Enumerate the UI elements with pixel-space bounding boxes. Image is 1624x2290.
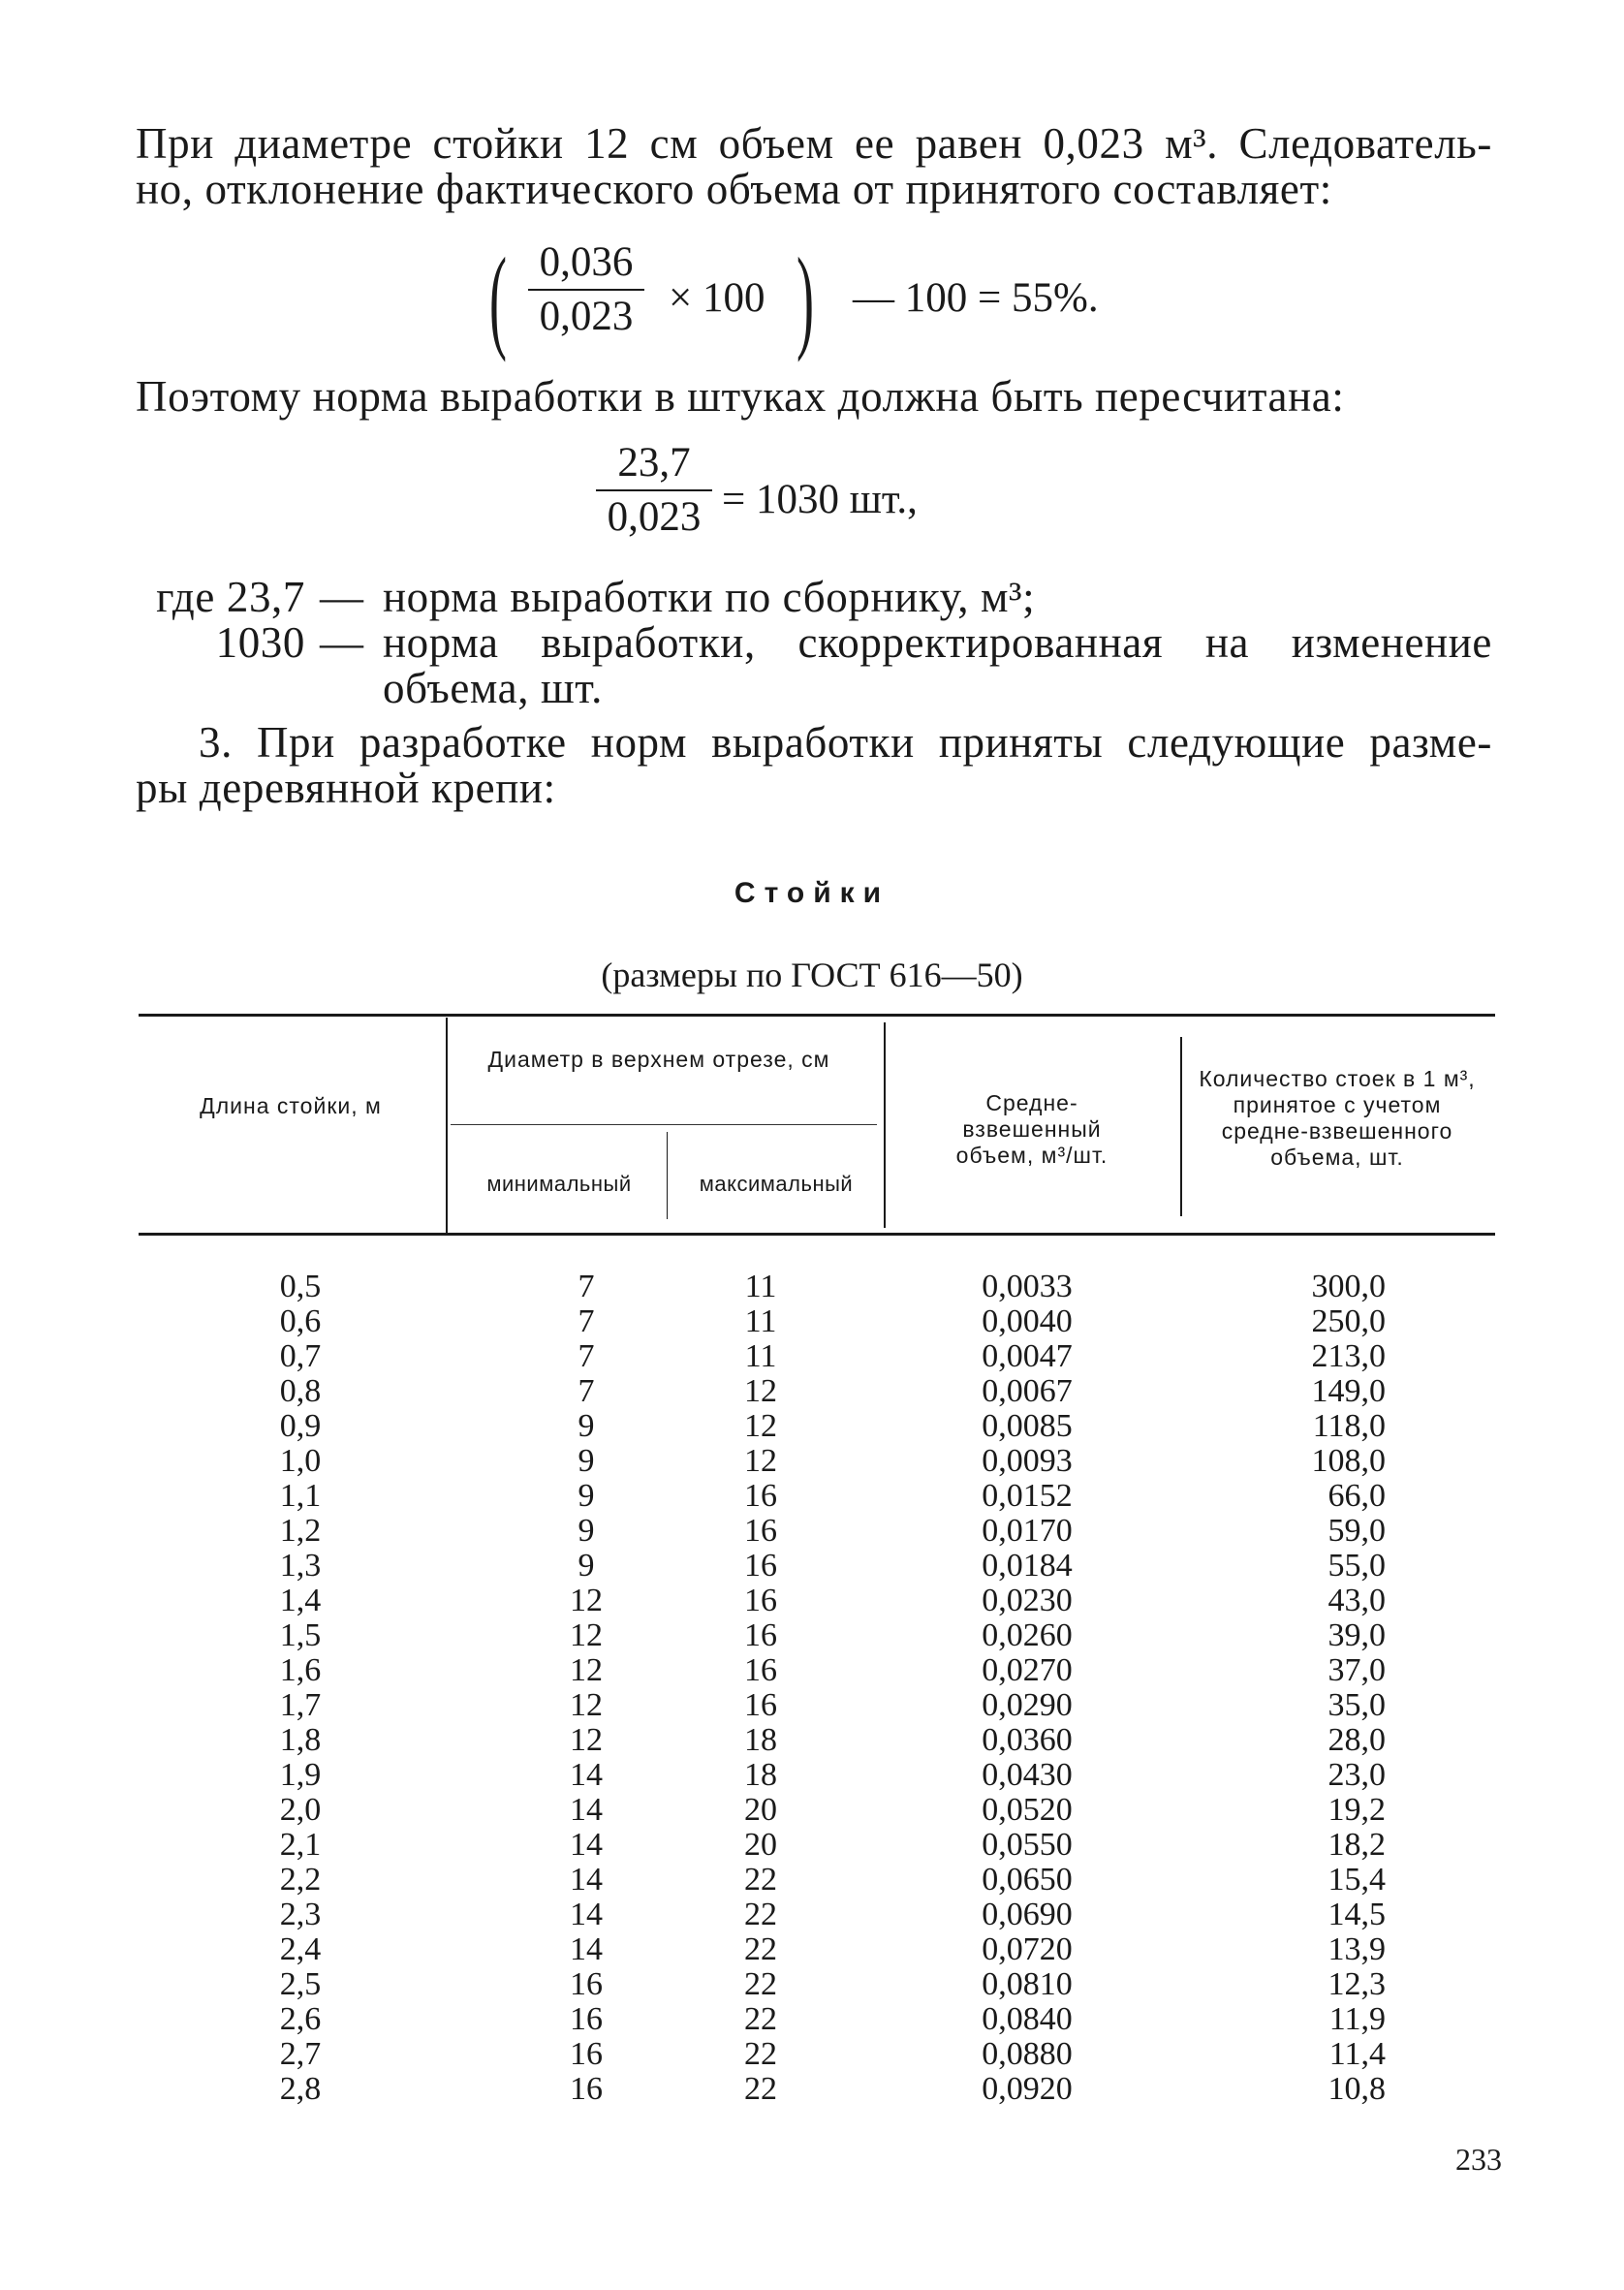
cell-volume: 0,0033 (982, 1269, 1073, 1304)
fraction-1 (528, 240, 644, 339)
cell-min-diameter: 7 (578, 1338, 595, 1374)
cell-count: 55,0 (1327, 1548, 1386, 1584)
cell-max-diameter: 22 (744, 1897, 777, 1932)
where-text: объема, шт. (383, 664, 603, 712)
cell-count: 118,0 (1312, 1408, 1386, 1444)
cell-max-diameter: 12 (744, 1408, 777, 1444)
cell-max-diameter: 16 (744, 1513, 777, 1549)
fraction-2-bar (596, 489, 712, 491)
cell-volume: 0,0067 (982, 1373, 1073, 1409)
table-row (0, 2002, 1624, 2037)
cell-volume: 0,0290 (982, 1687, 1073, 1723)
cell-max-diameter: 18 (744, 1757, 777, 1793)
where-value: 1030 (215, 618, 305, 667)
cell-max-diameter: 16 (744, 1548, 777, 1584)
table-row (0, 1270, 1624, 1304)
cell-count: 39,0 (1327, 1617, 1386, 1653)
cell-min-diameter: 16 (570, 1966, 603, 2002)
cell-max-diameter: 16 (744, 1478, 777, 1514)
table-row (0, 1898, 1624, 1932)
table-header-bottom-rule (139, 1233, 1495, 1236)
cell-min-diameter: 12 (570, 1617, 603, 1653)
table-row (0, 1409, 1624, 1444)
cell-max-diameter: 22 (744, 1931, 777, 1967)
cell-volume: 0,0270 (982, 1652, 1073, 1688)
table-row (0, 1549, 1624, 1584)
cell-count: 18,2 (1327, 1827, 1386, 1863)
cell-min-diameter: 7 (578, 1303, 595, 1339)
header-min: минимальный (486, 1172, 632, 1196)
cell-min-diameter: 12 (570, 1722, 603, 1758)
cell-min-diameter: 14 (570, 1827, 603, 1863)
cell-min-diameter: 12 (570, 1652, 603, 1688)
cell-count: 66,0 (1327, 1478, 1386, 1514)
cell-max-diameter: 16 (744, 1583, 777, 1618)
cell-length: 2,5 (279, 1966, 322, 2002)
cell-max-diameter: 16 (744, 1652, 777, 1688)
cell-min-diameter: 14 (570, 1792, 603, 1828)
cell-length: 0,6 (279, 1303, 322, 1339)
cell-volume: 0,0840 (982, 2001, 1073, 2037)
cell-max-diameter: 22 (744, 1862, 777, 1898)
cell-volume: 0,0260 (982, 1617, 1073, 1653)
cell-min-diameter: 16 (570, 2036, 603, 2072)
cell-volume: 0,0920 (982, 2071, 1073, 2107)
cell-count: 108,0 (1311, 1443, 1386, 1479)
cell-count: 37,0 (1327, 1652, 1386, 1688)
cell-count: 10,8 (1327, 2071, 1386, 2107)
formula-1-times: × 100 (669, 275, 765, 321)
cell-min-diameter: 9 (578, 1478, 595, 1514)
cell-volume: 0,0520 (982, 1792, 1073, 1828)
cell-volume: 0,0093 (982, 1443, 1073, 1479)
fraction-2-numerator: 23,7 (617, 440, 691, 486)
cell-length: 1,3 (279, 1548, 322, 1584)
table-row (0, 1932, 1624, 1967)
table-row (0, 1479, 1624, 1514)
cell-count: 19,2 (1327, 1792, 1386, 1828)
cell-length: 0,5 (279, 1269, 322, 1304)
cell-volume: 0,0720 (982, 1931, 1073, 1967)
cell-volume: 0,0430 (982, 1757, 1073, 1793)
cell-volume: 0,0690 (982, 1897, 1073, 1932)
table-row (0, 1688, 1624, 1723)
table-row (0, 1444, 1624, 1479)
fraction-1-numerator: 0,036 (539, 239, 634, 285)
cell-min-diameter: 14 (570, 1757, 603, 1793)
cell-max-diameter: 16 (744, 1617, 777, 1653)
paragraph-1-line-1: При диаметре стойки 12 см объем ее равен 0,023 м³. Следователь- (136, 119, 1492, 168)
cell-volume: 0,0230 (982, 1583, 1073, 1618)
table-row (0, 1304, 1624, 1339)
cell-volume: 0,0810 (982, 1966, 1073, 2002)
cell-max-diameter: 22 (744, 2001, 777, 2037)
where-dash: — (320, 573, 364, 621)
cell-count: 11,9 (1328, 2001, 1386, 2037)
where-text: норма выработки по сборнику, м³; (383, 573, 1036, 621)
cell-min-diameter: 16 (570, 2001, 603, 2037)
cell-min-diameter: 12 (570, 1687, 603, 1723)
cell-length: 2,7 (279, 2036, 322, 2072)
cell-length: 2,6 (279, 2001, 322, 2037)
table-row (0, 1653, 1624, 1688)
cell-length: 1,0 (279, 1443, 322, 1479)
cell-count: 35,0 (1327, 1687, 1386, 1723)
cell-max-diameter: 20 (744, 1827, 777, 1863)
cell-volume: 0,0170 (982, 1513, 1073, 1549)
table-row (0, 1967, 1624, 2002)
cell-length: 2,3 (279, 1897, 322, 1932)
cell-min-diameter: 14 (570, 1931, 603, 1967)
cell-max-diameter: 18 (744, 1722, 777, 1758)
cell-count: 11,4 (1328, 2036, 1386, 2072)
table-col-divider-1 (446, 1018, 448, 1233)
cell-length: 1,5 (279, 1617, 322, 1653)
formula-deviation (0, 233, 1624, 362)
table-row (0, 1863, 1624, 1898)
cell-min-diameter: 9 (578, 1548, 595, 1584)
cell-length: 2,8 (279, 2071, 322, 2107)
table-body (0, 1270, 1624, 2107)
cell-min-diameter: 12 (570, 1583, 603, 1618)
cell-min-diameter: 14 (570, 1862, 603, 1898)
formula-2-rest: = 1030 шт., (722, 477, 918, 522)
paragraph-2: Поэтому норма выработки в штуках должна быть пересчитана: (136, 372, 1345, 421)
paragraph-1-line-2: но, отклонение фактического объема от принятого составляет: (136, 165, 1332, 213)
cell-count: 14,5 (1327, 1897, 1386, 1932)
cell-length: 2,2 (279, 1862, 322, 1898)
cell-min-diameter: 7 (578, 1373, 595, 1409)
cell-count: 12,3 (1327, 1966, 1386, 2002)
cell-max-diameter: 12 (744, 1443, 777, 1479)
table-subtitle: (размеры по ГОСТ 616—50) (601, 956, 1023, 994)
fraction-1-denominator: 0,023 (539, 294, 634, 339)
cell-max-diameter: 12 (744, 1373, 777, 1409)
table-title: Стойки (734, 877, 890, 909)
cell-length: 2,0 (279, 1792, 322, 1828)
cell-length: 1,7 (279, 1687, 322, 1723)
cell-volume: 0,0184 (982, 1548, 1073, 1584)
fraction-2-denominator: 0,023 (607, 494, 702, 540)
where-line-1 (136, 575, 1492, 619)
cell-min-diameter: 9 (578, 1513, 595, 1549)
table-top-rule (139, 1014, 1495, 1017)
fraction-1-bar (528, 289, 644, 291)
cell-count: 28,0 (1327, 1722, 1386, 1758)
header-diameter: Диаметр в верхнем отрезе, см (487, 1047, 830, 1072)
table-col-divider-min-max (667, 1132, 668, 1219)
cell-length: 1,1 (279, 1478, 322, 1514)
cell-volume: 0,0550 (982, 1827, 1073, 1863)
cell-length: 2,1 (279, 1827, 322, 1863)
table-col-divider-3 (1180, 1037, 1182, 1216)
cell-volume: 0,0880 (982, 2036, 1073, 2072)
cell-length: 1,9 (279, 1757, 322, 1793)
table-row (0, 2072, 1624, 2107)
cell-count: 213,0 (1311, 1338, 1386, 1374)
table-col-divider-2 (884, 1022, 886, 1228)
table-diameter-subrule (451, 1124, 877, 1125)
where-text: норма выработки, скорректированная на изменение (383, 618, 1492, 667)
cell-length: 1,8 (279, 1722, 322, 1758)
cell-max-diameter: 11 (744, 1269, 777, 1304)
cell-max-diameter: 16 (744, 1687, 777, 1723)
cell-min-diameter: 9 (578, 1443, 595, 1479)
fraction-2 (596, 441, 712, 540)
table-row (0, 1758, 1624, 1793)
cell-length: 2,4 (279, 1931, 322, 1967)
cell-count: 250,0 (1311, 1303, 1386, 1339)
cell-min-diameter: 9 (578, 1408, 595, 1444)
header-volume: Средне-взвешенный объем, м³/шт. (955, 1090, 1109, 1168)
cell-max-diameter: 22 (744, 2036, 777, 2072)
table-row (0, 1723, 1624, 1758)
where-dash: — (320, 618, 364, 667)
cell-max-diameter: 22 (744, 1966, 777, 2002)
cell-volume: 0,0650 (982, 1862, 1073, 1898)
header-length: Длина стойки, м (200, 1093, 382, 1118)
cell-volume: 0,0047 (982, 1338, 1073, 1374)
cell-count: 13,9 (1327, 1931, 1386, 1967)
where-line-2 (136, 620, 1492, 665)
cell-count: 43,0 (1327, 1583, 1386, 1618)
cell-min-diameter: 7 (578, 1269, 595, 1304)
cell-length: 0,8 (279, 1373, 322, 1409)
cell-volume: 0,0152 (982, 1478, 1073, 1514)
header-max: максимальный (699, 1172, 854, 1196)
cell-length: 1,4 (279, 1583, 322, 1618)
cell-length: 1,6 (279, 1652, 322, 1688)
cell-length: 0,7 (279, 1338, 322, 1374)
formula-1-rest: — 100 = 55%. (853, 275, 1099, 321)
cell-max-diameter: 22 (744, 2071, 777, 2107)
paragraph-3-line-1: 3. При разработке норм выработки приняты следующие разме- (199, 718, 1492, 767)
table-row (0, 1793, 1624, 1828)
cell-max-diameter: 20 (744, 1792, 777, 1828)
table-row (0, 1584, 1624, 1618)
cell-length: 0,9 (279, 1408, 322, 1444)
where-line-3 (136, 666, 1492, 710)
right-paren: ) (796, 234, 814, 362)
where-value: где 23,7 (156, 573, 305, 621)
cell-min-diameter: 14 (570, 1897, 603, 1932)
table-row (0, 1514, 1624, 1549)
table-row (0, 1618, 1624, 1653)
cell-max-diameter: 11 (744, 1303, 777, 1339)
cell-count: 15,4 (1327, 1862, 1386, 1898)
paragraph-3-line-2: ры деревянной крепи: (136, 764, 556, 812)
cell-min-diameter: 16 (570, 2071, 603, 2107)
table-row (0, 1828, 1624, 1863)
table-row (0, 1339, 1624, 1374)
cell-count: 59,0 (1327, 1513, 1386, 1549)
left-paren: ( (489, 234, 507, 362)
cell-volume: 0,0040 (982, 1303, 1073, 1339)
cell-count: 23,0 (1327, 1757, 1386, 1793)
cell-length: 1,2 (279, 1513, 322, 1549)
cell-count: 300,0 (1311, 1269, 1386, 1304)
table-row (0, 2037, 1624, 2072)
header-count: Количество стоек в 1 м³, принятое с учетом средне-взвешенного объема, шт. (1199, 1066, 1476, 1170)
cell-max-diameter: 11 (744, 1338, 777, 1374)
cell-volume: 0,0360 (982, 1722, 1073, 1758)
cell-count: 149,0 (1311, 1373, 1386, 1409)
formula-norm (0, 441, 1624, 557)
page-number: 233 (1455, 2142, 1502, 2177)
table-row (0, 1374, 1624, 1409)
cell-volume: 0,0085 (982, 1408, 1073, 1444)
